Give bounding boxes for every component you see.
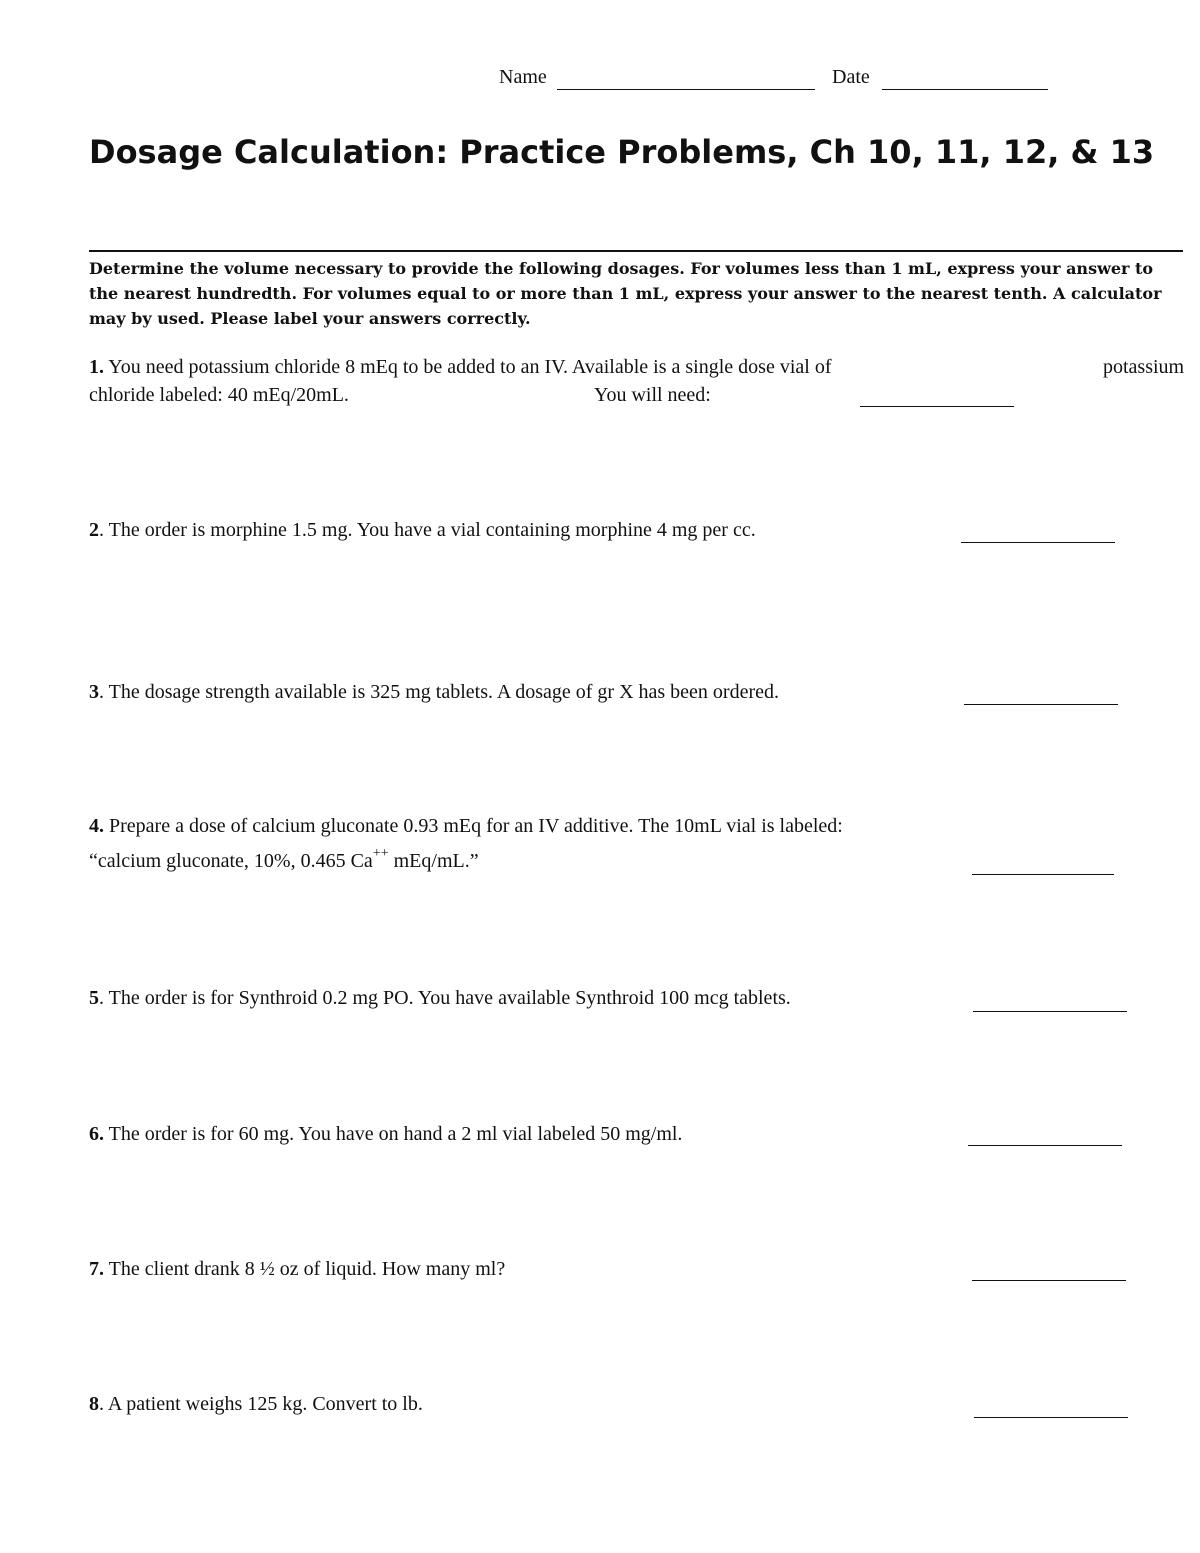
question-7-text: The client drank 8 ½ oz of liquid. How many ml? bbox=[108, 1258, 506, 1280]
question-2 bbox=[89, 519, 756, 542]
question-2-text: . The order is morphine 1.5 mg. You have a vial containing morphine 4 mg per cc. bbox=[99, 519, 756, 541]
answer-blank-1[interactable] bbox=[860, 406, 1014, 407]
page-title: Dosage Calculation: Practice Problems, Ch 10, 11, 12, & 13 bbox=[89, 133, 1155, 171]
question-4-number: 4. bbox=[89, 815, 104, 837]
answer-blank-6[interactable] bbox=[968, 1145, 1122, 1146]
question-8 bbox=[89, 1393, 423, 1416]
question-6 bbox=[89, 1123, 682, 1146]
question-4-line1 bbox=[89, 815, 843, 838]
question-4-text: Prepare a dose of calcium gluconate 0.93 mEq for an IV additive. The 10mL vial is labeled: bbox=[109, 815, 843, 837]
question-4-line2 bbox=[89, 846, 479, 873]
question-6-number: 6. bbox=[89, 1123, 104, 1145]
name-field[interactable] bbox=[557, 89, 815, 90]
question-5-number: 5 bbox=[89, 987, 99, 1009]
question-5 bbox=[89, 987, 791, 1010]
answer-blank-5[interactable] bbox=[973, 1011, 1127, 1012]
answer-blank-7[interactable] bbox=[972, 1280, 1126, 1281]
answer-blank-2[interactable] bbox=[961, 542, 1115, 543]
question-5-text: . The order is for Synthroid 0.2 mg PO. You have available Synthroid 100 mcg tablets. bbox=[99, 987, 791, 1009]
question-3 bbox=[89, 681, 779, 704]
question-7 bbox=[89, 1258, 505, 1281]
question-1-text: You need potassium chloride 8 mEq to be added to an IV. Available is a single dose vial of bbox=[108, 356, 832, 378]
question-2-number: 2 bbox=[89, 519, 99, 541]
answer-blank-8[interactable] bbox=[974, 1417, 1128, 1418]
question-1-prompt: You will need: bbox=[594, 384, 711, 406]
instructions: Determine the volume necessary to provide the following dosages. For volumes less than 1 mL, express your answer to the nearest hundredth. For volumes equal to or more than 1 mL, express your answer to the nearest tenth. A calculator may by used. Please label your answers correctly. bbox=[89, 259, 1162, 328]
question-3-number: 3 bbox=[89, 681, 99, 703]
answer-blank-3[interactable] bbox=[964, 704, 1118, 705]
question-1-text-tail: potassium bbox=[1103, 356, 1185, 378]
question-4-text-end: mEq/mL.” bbox=[388, 850, 479, 872]
name-label: Name bbox=[499, 66, 547, 88]
answer-blank-4[interactable] bbox=[972, 874, 1114, 875]
question-8-number: 8 bbox=[89, 1393, 99, 1415]
question-1-text-cont: chloride labeled: 40 mEq/20mL. bbox=[89, 384, 349, 406]
question-1-number: 1. bbox=[89, 356, 104, 378]
question-8-text: . A patient weighs 125 kg. Convert to lb. bbox=[99, 1393, 423, 1415]
question-3-text: . The dosage strength available is 325 mg tablets. A dosage of gr X has been ordered. bbox=[99, 681, 780, 703]
question-6-text: The order is for 60 mg. You have on hand a 2 ml vial labeled 50 mg/ml. bbox=[108, 1123, 683, 1145]
question-4-text-cont: “calcium gluconate, 10%, 0.465 Ca bbox=[89, 850, 373, 872]
date-field[interactable] bbox=[882, 89, 1048, 90]
title-divider bbox=[89, 250, 1183, 252]
question-4-superscript: ++ bbox=[372, 846, 389, 861]
question-1-line1 bbox=[89, 356, 831, 379]
question-7-number: 7. bbox=[89, 1258, 104, 1280]
date-label: Date bbox=[832, 66, 870, 88]
